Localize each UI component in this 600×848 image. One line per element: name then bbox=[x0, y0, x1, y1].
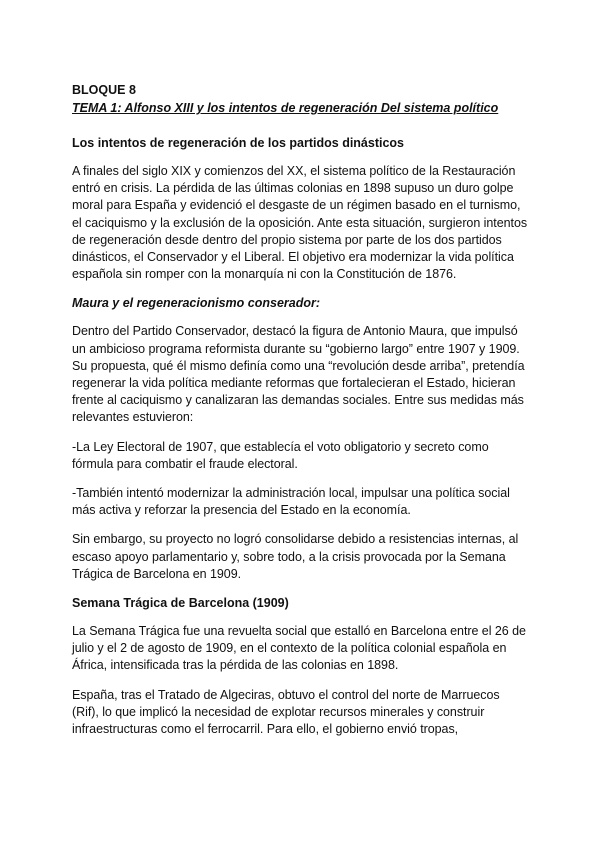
paragraph-maura-intro: Dentro del Partido Conservador, destacó la figura de Antonio Maura, que impulsó un ambicioso programa reformista durante su “gobierno largo” entre 1907 y 1909. Su propuesta, qué él mismo definía como una “revolución desde arriba”, pretendía regenerar la vida política mediante reformas que fortalecieran el Estado, hicieran frente al caciquismo y canalizaran las demandas sociales. Entre sus medidas más relevantes estuvieron: bbox=[72, 324, 525, 425]
section-heading-semana-tragica: Semana Trágica de Barcelona (1909) bbox=[72, 596, 289, 611]
paragraph-algeciras: España, tras el Tratado de Algeciras, obtuvo el control del norte de Marruecos (Rif), lo que implicó la necesidad de explotar recursos minerales y construir infraestructuras como el ferrocarril. Para ello, el gobierno envió tropas, bbox=[72, 687, 500, 737]
paragraph-administracion-local: -También intentó modernizar la administración local, impulsar una política social más activa y reforzar la presencia del Estado en la economía. bbox=[72, 486, 510, 518]
section-heading-maura: Maura y el regeneracionismo conserador: bbox=[72, 296, 321, 311]
tema-prefix: TEMA 1: bbox=[72, 101, 122, 115]
bloque-label: BLOQUE 8 bbox=[72, 83, 136, 97]
paragraph-regeneracion: A finales del siglo XIX y comienzos del XX, el sistema político de la Restauración entró en crisis. La pérdida de las últimas colonias en 1898 supuso un duro golpe moral para España y evidenció el desgaste de un régimen basado en el turnismo, el caciquismo y la exclusión de la oposición. Ante esta situación, surgieron intentos de regeneración desde dentro del propio sistema por parte de los dos partidos dinásticos, el Conservador y el Liberal. El objetivo era modernizar la vida política española sin romper con la monarquía ni con la Constitución de 1876. bbox=[72, 164, 528, 282]
paragraph-semana-tragica: La Semana Trágica fue una revuelta social que estalló en Barcelona entre el 26 de julio y el 2 de agosto de 1909, en el contexto de la política colonial española en África, intensificada tras la pérdida de las colonias en 1898. bbox=[72, 624, 526, 673]
tema-title bbox=[72, 100, 528, 116]
paragraph-sin-embargo: Sin embargo, su proyecto no logró consolidarse debido a resistencias internas, al escaso apoyo parlamentario y, sobre todo, a la crisis provocada por la Semana Trágica de Barcelona en 1909. bbox=[72, 532, 519, 581]
paragraph-ley-electoral: -La Ley Electoral de 1907, que establecía el voto obligatorio y secreto como fórmula para combatir el fraude electoral. bbox=[72, 439, 489, 471]
section-heading-regeneracion: Los intentos de regeneración de los partidos dinásticos bbox=[72, 136, 405, 150]
tema-title-text: Alfonso XIII y los intentos de regeneración Del sistema político bbox=[121, 101, 499, 115]
